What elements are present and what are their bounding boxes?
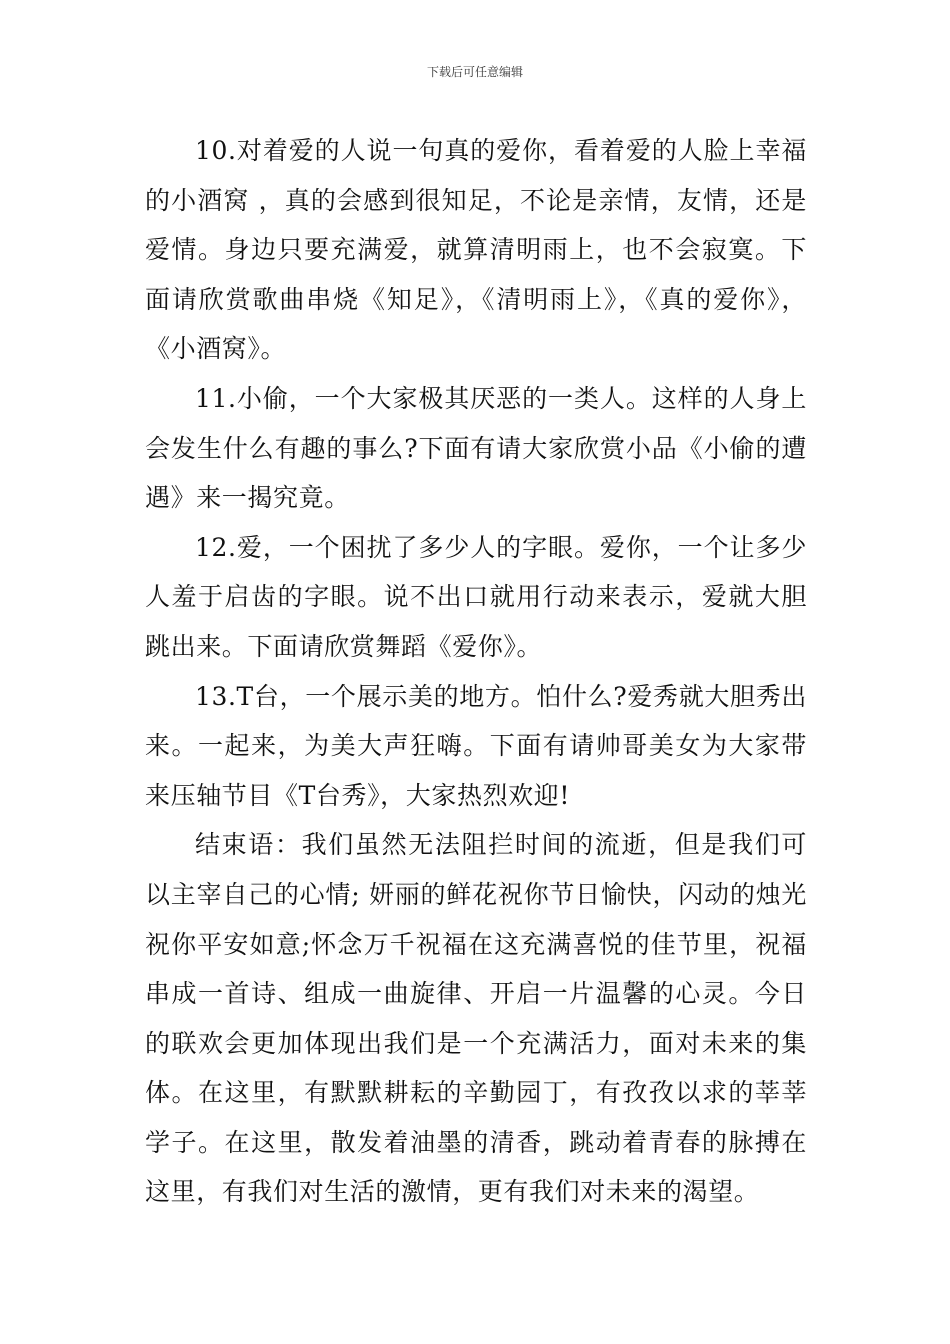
paragraph-13-t-stage: 13.T台，一个展示美的地方。怕什么?爱秀就大胆秀出来。一起来，为美大声狂嗨。下面有请帅哥美女为大家带来压轴节目《T台秀》，大家热烈欢迎! — [145, 681, 807, 810]
page-header: 下载后可任意编辑 — [426, 65, 523, 79]
paragraph-closing-remarks: 结束语：我们虽然无法阻拦时间的流逝，但是我们可以主宰自己的心情; 妍丽的鲜花祝你节日愉快，闪动的烛光祝你平安如意;怀念万千祝福在这充满喜悦的佳节里，祝福串成一首诗、组成一曲旋律、开启一片温馨的心灵。今日的联欢会更加体现出我们是一个充满活力，面对未来的集体。在这里，有默默耕耘的辛勤园丁，有孜孜以求的莘莘学子。在这里，散发着油墨的清香，跳动着青春的脉搏在这里，有我们对生活的激情，更有我们对未来的渴望。 — [145, 830, 807, 1207]
document-body — [145, 126, 807, 1217]
paragraph-11-skit: 11.小偷，一个大家极其厌恶的一类人。这样的人身上会发生什么有趣的事么?下面有请大家欣赏小品《小偷的遭遇》来一揭究竟。 — [145, 383, 807, 513]
paragraph-10-song-medley: 10.对着爱的人说一句真的爱你，看着爱的人脸上幸福的小酒窝 ，真的会感到很知足，不论是亲情，友情，还是爱情。身边只要充满爱，就算清明雨上，也不会寂寞。下面请欣赏歌曲串烧《知足》，《清明雨上》，《真的爱你》，《小酒窝》。 — [145, 136, 807, 364]
paragraph-12-dance: 12.爱，一个困扰了多少人的字眼。爱你，一个让多少人羞于启齿的字眼。说不出口就用行动来表示，爱就大胆跳出来。下面请欣赏舞蹈《爱你》。 — [145, 532, 807, 661]
